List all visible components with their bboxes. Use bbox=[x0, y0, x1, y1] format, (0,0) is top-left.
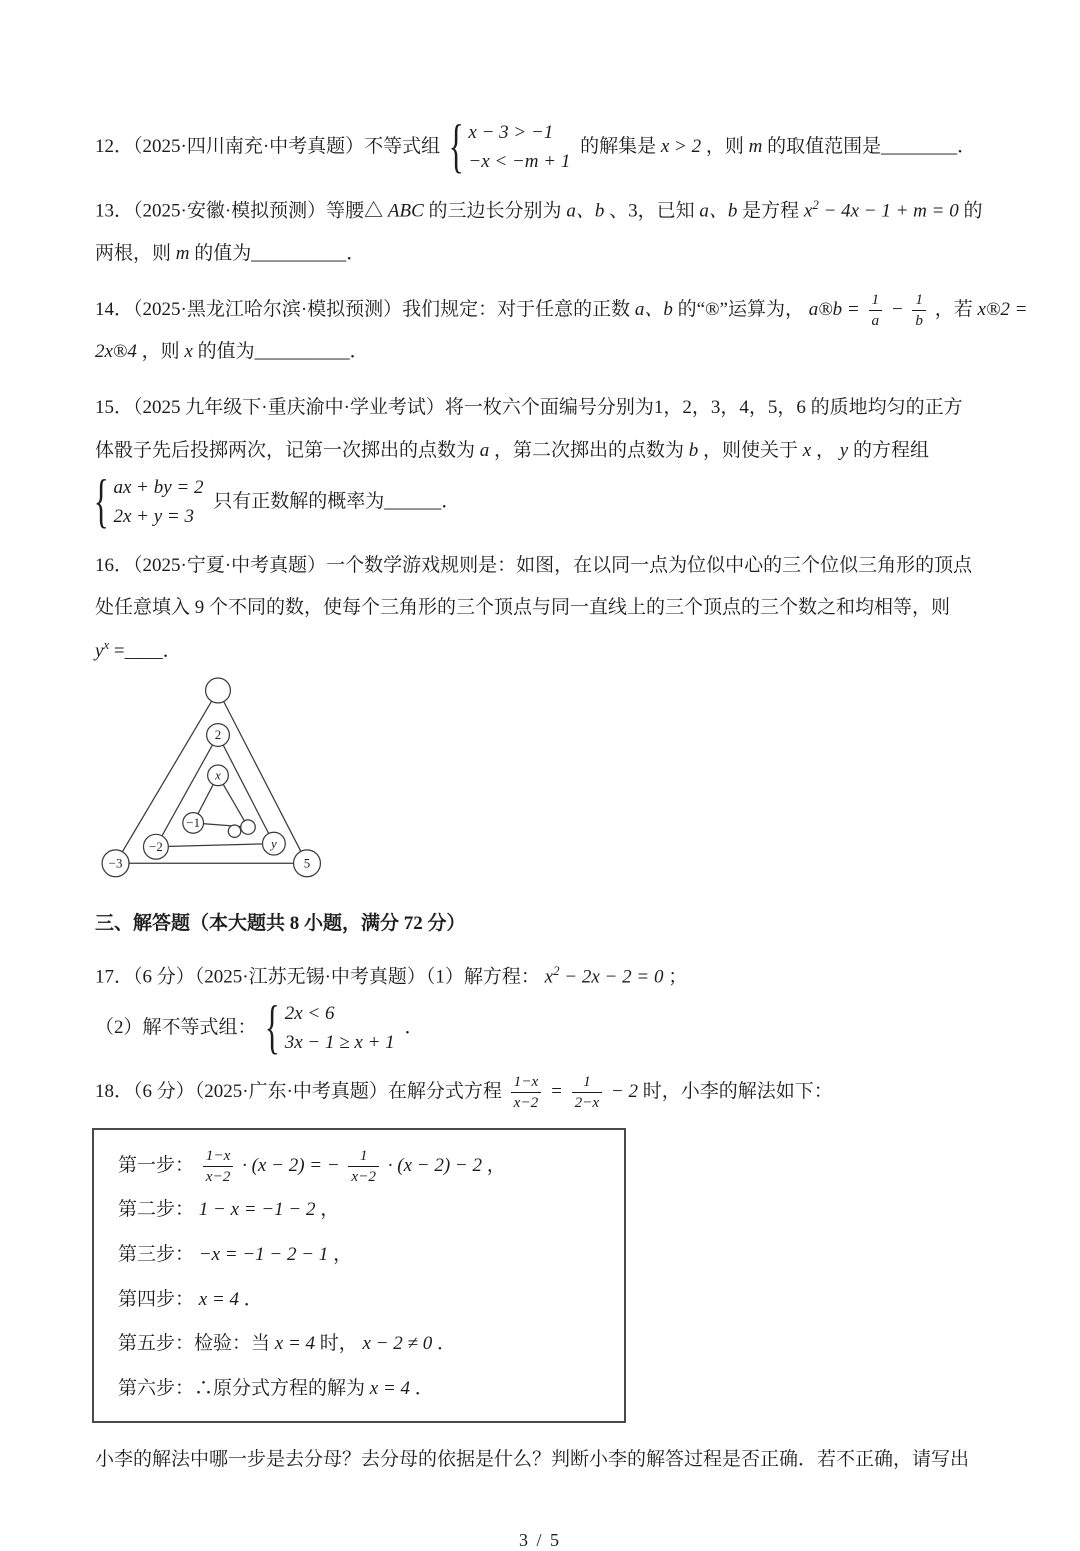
math-expression: x bbox=[544, 966, 554, 988]
fraction-numerator: 1 bbox=[869, 290, 883, 311]
system-equations bbox=[113, 473, 203, 532]
superscript: 2 bbox=[553, 962, 560, 978]
problem-text: 16．（2025·宁夏·中考真题）一个数学游戏规则是：如图，在以同一点为位似中心的三个位似三角形的顶点 bbox=[95, 554, 973, 576]
math-expression: x®2 = bbox=[977, 298, 1028, 320]
math-expression: 1 − x = −1 − 2 bbox=[198, 1199, 316, 1221]
problem-text: 18．（6 分）（2025·广东·中考真题）在解分式方程 bbox=[95, 1080, 502, 1102]
equation-line: −x < −m + 1 bbox=[468, 151, 571, 173]
equation-line: 2x + y = 3 bbox=[113, 506, 194, 528]
problem-text: ，则 bbox=[705, 135, 744, 157]
solution-step-5 bbox=[118, 1322, 600, 1367]
problem-text: ，则使关于 bbox=[703, 439, 799, 461]
problem-text: 处任意填入 9 个不同的数，使每个三角形的三个顶点与同一直线上的三个顶点的三个数之和均相等，则 bbox=[95, 597, 951, 619]
problem-16-line-1 bbox=[95, 545, 985, 588]
problem-text: （2）解不等式组： bbox=[95, 1016, 257, 1038]
problem-14-line-2 bbox=[95, 331, 985, 374]
solution-steps-box bbox=[92, 1128, 626, 1424]
equation-system bbox=[93, 467, 204, 535]
left-brace: { bbox=[93, 467, 109, 535]
step-text: ， bbox=[333, 1243, 353, 1265]
math-expression: − bbox=[890, 298, 904, 320]
problem-13-line-1 bbox=[95, 190, 985, 233]
solution-step-1 bbox=[118, 1144, 600, 1189]
math-expression: x − 2 ≠ 0 bbox=[362, 1333, 433, 1355]
equation-system bbox=[448, 112, 571, 180]
problem-12 bbox=[95, 112, 985, 180]
problem-text: 时，小李的解法如下： bbox=[642, 1080, 833, 1102]
math-expression: y bbox=[839, 439, 849, 461]
equation-line: x − 3 > −1 bbox=[468, 122, 554, 143]
step-text: ． bbox=[243, 1288, 263, 1310]
math-expression: a®b = bbox=[808, 298, 860, 320]
math-expression: = bbox=[550, 1080, 563, 1102]
problem-text: 两根，则 bbox=[95, 242, 172, 264]
equation-line: 2x < 6 bbox=[284, 1002, 335, 1024]
problem-16 bbox=[95, 545, 985, 891]
problem-text: 的值为__________． bbox=[197, 341, 369, 363]
problem-text: =____． bbox=[109, 640, 182, 662]
superscript: 2 bbox=[812, 196, 819, 212]
vertex-circles bbox=[102, 678, 320, 877]
step-label: 第五步：检验：当 bbox=[118, 1333, 271, 1355]
math-expression: · (x − 2) − 2 bbox=[387, 1154, 482, 1176]
problem-16-line-2 bbox=[95, 587, 985, 630]
problem-15-line-2 bbox=[95, 430, 985, 473]
vertex-label: −1 bbox=[186, 815, 201, 831]
math-expression: a、b bbox=[566, 200, 605, 222]
problem-13 bbox=[95, 190, 985, 276]
problem-text: 小李的解法中哪一步是去分母？去分母的依据是什么？判断小李的解答过程是否正确．若不正确，请写出 bbox=[95, 1449, 970, 1471]
step-label: 第二步： bbox=[118, 1199, 195, 1221]
vertex-label: −3 bbox=[108, 855, 123, 871]
problem-text: ，若 bbox=[934, 298, 973, 320]
fraction-denominator: b bbox=[915, 311, 924, 329]
problem-15-line-1 bbox=[95, 387, 985, 430]
math-expression: y bbox=[95, 640, 104, 662]
math-expression: − 2 bbox=[610, 1080, 638, 1102]
vertex-label: y bbox=[271, 835, 277, 851]
math-expression: x = 4 bbox=[198, 1288, 240, 1310]
math-expression: x = 4 bbox=[369, 1377, 411, 1399]
vertex-label: 5 bbox=[303, 855, 311, 871]
step-text: ， bbox=[486, 1154, 506, 1176]
problem-18-question bbox=[95, 1439, 985, 1482]
fraction-numerator: 1−x bbox=[203, 1146, 234, 1167]
problem-text: 的解集是 bbox=[580, 135, 657, 157]
problem-text: 17．（6 分）（2025·江苏无锡·中考真题）（1）解方程： bbox=[95, 966, 540, 988]
problem-text: ，第二次掷出的点数为 bbox=[494, 439, 685, 461]
system-equations bbox=[468, 118, 570, 177]
solution-step-4 bbox=[118, 1278, 600, 1323]
problem-17 bbox=[95, 956, 985, 1061]
equation-system bbox=[265, 993, 395, 1061]
problem-text: 的三边长分别为 bbox=[428, 200, 562, 222]
fraction-numerator: 1 bbox=[912, 290, 926, 311]
solution-step-2 bbox=[118, 1188, 600, 1233]
vertex-circle-empty-inner bbox=[241, 820, 255, 834]
step-text: 时， bbox=[319, 1333, 358, 1355]
fraction-numerator: 1 bbox=[348, 1146, 379, 1167]
math-expression: x bbox=[803, 200, 813, 222]
fraction-numerator: 1 bbox=[572, 1072, 603, 1093]
equation-line: 3x − 1 ≥ x + 1 bbox=[284, 1032, 395, 1054]
solution-step-3 bbox=[118, 1233, 600, 1278]
problem-text: ，则 bbox=[141, 341, 185, 363]
left-brace: { bbox=[265, 993, 280, 1061]
fraction-denominator: a bbox=[871, 311, 880, 329]
math-expression: − 4x − 1 + m = 0 bbox=[818, 200, 959, 222]
system-equations bbox=[285, 999, 395, 1058]
problem-text: 14．（2025·黑龙江哈尔滨·模拟预测）我们规定：对于任意的正数 bbox=[95, 298, 635, 320]
problem-14 bbox=[95, 289, 1028, 375]
center-point-circle bbox=[228, 825, 240, 837]
fraction-numerator: 1−x bbox=[511, 1072, 542, 1093]
fraction bbox=[572, 1072, 603, 1113]
problem-text: ， bbox=[815, 439, 835, 461]
math-expression: a、b bbox=[699, 200, 738, 222]
fraction bbox=[511, 1072, 542, 1113]
math-expression: x > 2 bbox=[660, 135, 702, 157]
problem-17-line-1 bbox=[95, 956, 985, 999]
section-heading: 三、解答题（本大题共 8 小题，满分 72 分） bbox=[95, 913, 466, 935]
fraction bbox=[348, 1146, 379, 1187]
step-text: ， bbox=[320, 1199, 340, 1221]
problem-text: ． bbox=[404, 1016, 424, 1038]
vertex-label: −2 bbox=[149, 839, 163, 855]
page-number: 3 / 5 bbox=[518, 1530, 561, 1551]
problem-14-line-1 bbox=[95, 289, 1028, 332]
problem-text: 12．（2025·四川南充·中考真题）不等式组 bbox=[95, 135, 441, 157]
math-expression: x bbox=[184, 341, 193, 363]
problem-text: 只有正数解的概率为______． bbox=[213, 490, 461, 512]
problem-text: 15．（2025 九年级下·重庆渝中·学业考试）将一枚六个面编号分别为1，2，3，4，5，6 的质地均匀的正方 bbox=[95, 397, 963, 419]
math-expression: − 2x − 2 = 0 bbox=[559, 966, 664, 988]
problem-18-intro bbox=[95, 1071, 985, 1114]
middle-triangle bbox=[156, 735, 274, 847]
superscript: x bbox=[103, 637, 110, 653]
fraction bbox=[869, 290, 883, 331]
solution-step-6 bbox=[118, 1367, 600, 1412]
fraction bbox=[912, 290, 926, 331]
math-expression: x = 4 bbox=[274, 1333, 316, 1355]
math-expression: 2x®4 bbox=[95, 341, 137, 363]
problem-text: ； bbox=[668, 966, 688, 988]
problem-text: 的 bbox=[963, 200, 983, 222]
problem-text: 的值为__________． bbox=[194, 242, 366, 264]
fraction-denominator: x−2 bbox=[351, 1167, 377, 1185]
problem-18 bbox=[95, 1071, 985, 1482]
math-expression: a bbox=[479, 439, 490, 461]
problem-17-line-2 bbox=[95, 993, 985, 1061]
left-brace: { bbox=[448, 112, 464, 180]
problem-13-line-2 bbox=[95, 233, 985, 276]
step-text: ． bbox=[436, 1333, 456, 1355]
math-expression: a、b bbox=[634, 298, 673, 320]
problem-12-line bbox=[95, 112, 985, 180]
fraction-denominator: x−2 bbox=[513, 1094, 539, 1111]
equation-line: ax + by = 2 bbox=[113, 476, 204, 498]
diagram-container bbox=[99, 677, 985, 890]
math-expression: · (x − 2) = − bbox=[242, 1154, 340, 1176]
step-label: 第四步： bbox=[118, 1288, 195, 1310]
vertex-label: 2 bbox=[214, 727, 222, 743]
math-expression: m bbox=[748, 135, 763, 157]
math-expression: b bbox=[688, 439, 699, 461]
fraction bbox=[203, 1146, 234, 1187]
problem-16-line-3 bbox=[95, 630, 985, 673]
step-label: 第六步：∴原分式方程的解为 bbox=[118, 1377, 366, 1399]
problem-text: 是方程 bbox=[742, 200, 800, 222]
vertex-label: x bbox=[215, 767, 221, 783]
math-expression: x bbox=[802, 439, 812, 461]
fraction-denominator: x−2 bbox=[205, 1167, 231, 1185]
problem-15 bbox=[93, 387, 985, 535]
problem-15-line-3 bbox=[93, 467, 985, 535]
vertex-circle-empty-top bbox=[206, 678, 231, 703]
step-label: 第三步： bbox=[118, 1243, 195, 1265]
step-text: ． bbox=[414, 1377, 434, 1399]
fraction-denominator: 2−x bbox=[574, 1094, 600, 1111]
problem-text: 的方程组 bbox=[852, 439, 929, 461]
problem-text: 体骰子先后投掷两次，记第一次掷出的点数为 bbox=[95, 439, 476, 461]
step-label: 第一步： bbox=[118, 1154, 195, 1176]
math-expression: ABC bbox=[387, 200, 424, 222]
math-expression: m bbox=[175, 242, 190, 264]
problem-text: 的取值范围是________． bbox=[767, 135, 977, 157]
problem-text: 的“®”运算为， bbox=[677, 298, 809, 320]
problem-text: 13．（2025·安徽·模拟预测）等腰△ bbox=[95, 200, 384, 222]
problem-text: 、3，已知 bbox=[609, 200, 695, 222]
math-expression: −x = −1 − 2 − 1 bbox=[198, 1243, 329, 1265]
similar-triangles-diagram bbox=[99, 677, 337, 884]
